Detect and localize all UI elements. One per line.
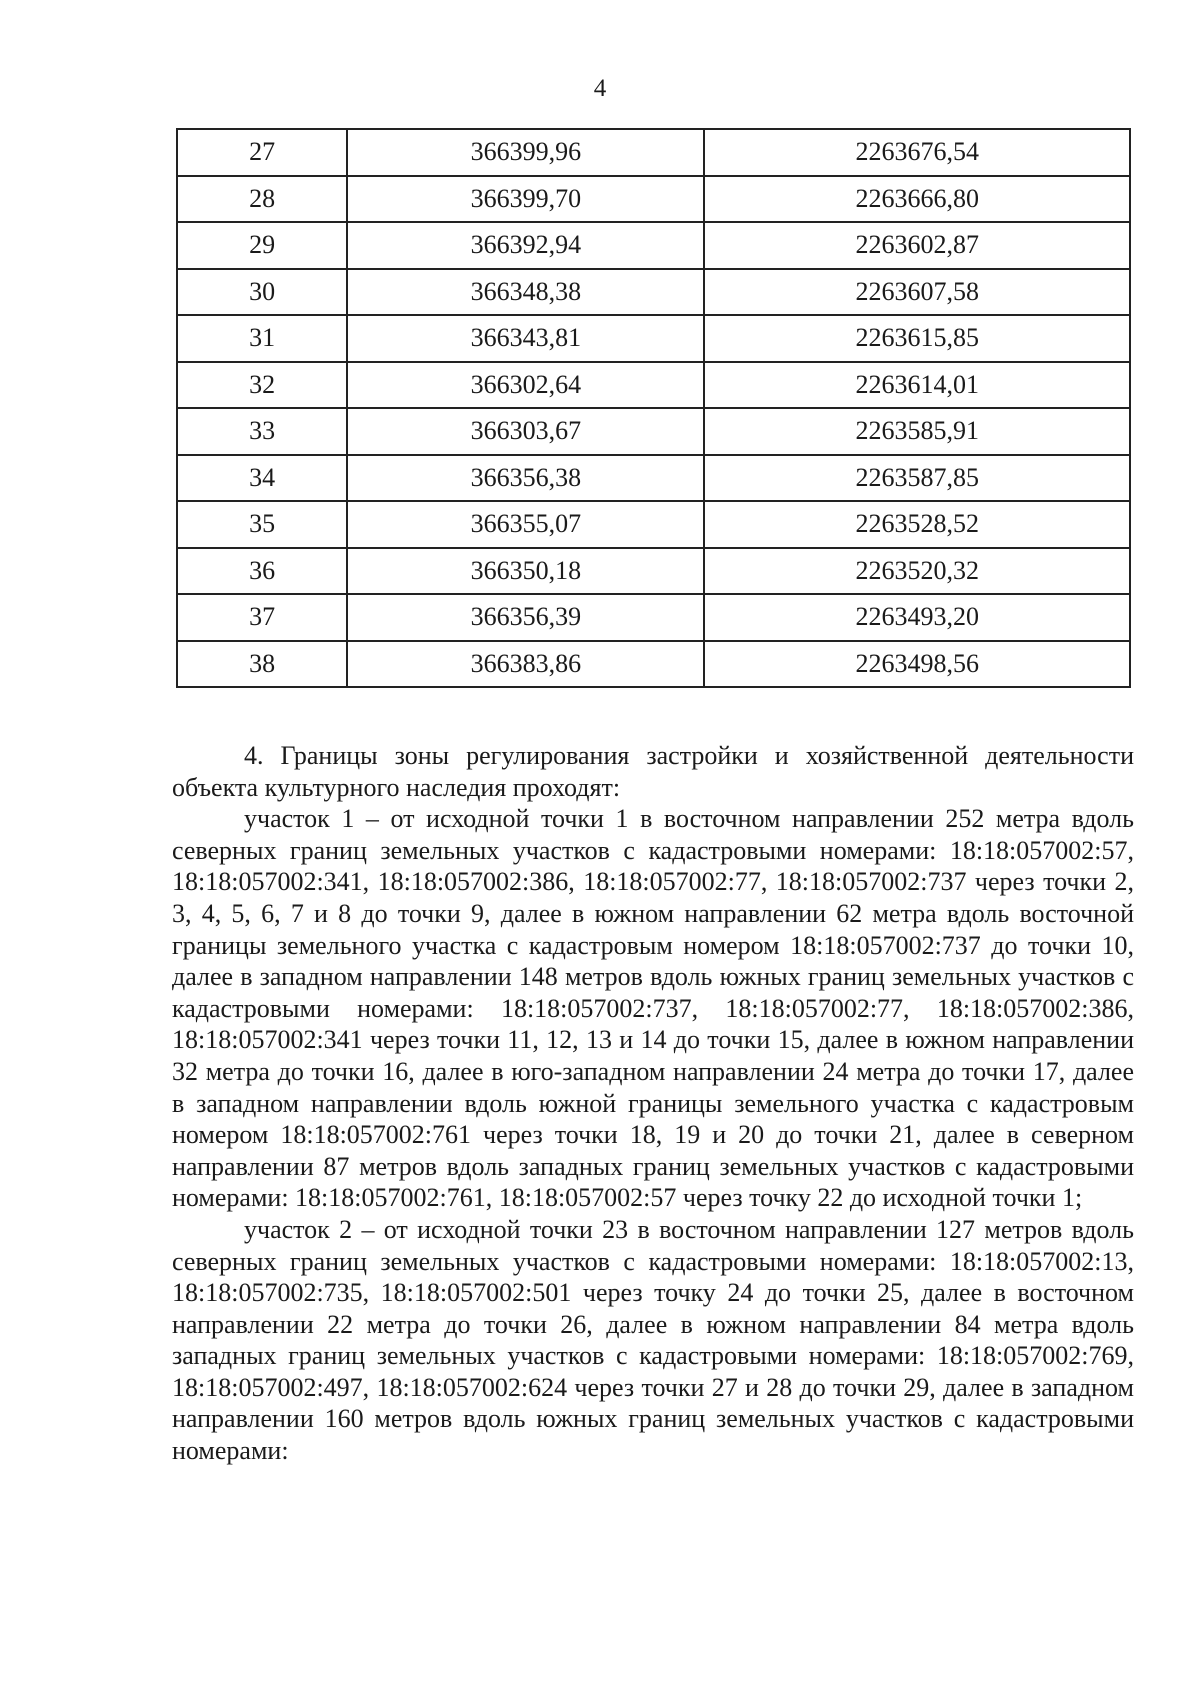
x-coordinate: 366356,39 <box>347 594 704 641</box>
x-coordinate: 366350,18 <box>347 548 704 595</box>
y-coordinate: 2263615,85 <box>704 315 1130 362</box>
y-coordinate: 2263528,52 <box>704 501 1130 548</box>
page-number: 4 <box>593 75 607 102</box>
x-coordinate: 366303,67 <box>347 408 704 455</box>
point-number: 37 <box>177 594 347 641</box>
table-row <box>177 269 1130 316</box>
table-row <box>177 501 1130 548</box>
x-coordinate: 366302,64 <box>347 362 704 409</box>
x-coordinate: 366392,94 <box>347 222 704 269</box>
point-number: 31 <box>177 315 347 362</box>
y-coordinate: 2263602,87 <box>704 222 1130 269</box>
point-number: 35 <box>177 501 347 548</box>
x-coordinate: 366348,38 <box>347 269 704 316</box>
point-number: 33 <box>177 408 347 455</box>
x-coordinate: 366399,96 <box>347 129 704 176</box>
point-number: 30 <box>177 269 347 316</box>
table-row <box>177 222 1130 269</box>
y-coordinate: 2263493,20 <box>704 594 1130 641</box>
x-coordinate: 366343,81 <box>347 315 704 362</box>
point-number: 36 <box>177 548 347 595</box>
body-text <box>172 740 1134 1467</box>
y-coordinate: 2263676,54 <box>704 129 1130 176</box>
table-row <box>177 548 1130 595</box>
paragraph-plot-2: участок 2 – от исходной точки 23 в восточном направлении 127 метров вдоль северных границ земельных участков с кадастровыми номерами: 18:18:057002:13, 18:18:057002:735, 18:18:057002:501 через точку 24 до точки 25, далее в восточном направлении 22 метра до точки 26, далее в южном направлении 84 метра вдоль западных границ земельных участков с кадастровыми номерами: 18:18:057002:769, 18:18:057002:497, 18:18:057002:624 через точки 27 и 28 до точки 29, далее в западном направлении 160 метров вдоль южных границ земельных участков с кадастровыми номерами: <box>172 1214 1134 1466</box>
y-coordinate: 2263498,56 <box>704 641 1130 688</box>
x-coordinate: 366356,38 <box>347 455 704 502</box>
point-number: 34 <box>177 455 347 502</box>
y-coordinate: 2263666,80 <box>704 176 1130 223</box>
y-coordinate: 2263614,01 <box>704 362 1130 409</box>
table-row <box>177 129 1130 176</box>
paragraph-section-4-intro: 4. Границы зоны регулирования застройки и хозяйственной деятельности объекта культурного наследия проходят: <box>172 741 1134 802</box>
coordinates-table <box>176 128 1131 688</box>
y-coordinate: 2263587,85 <box>704 455 1130 502</box>
point-number: 27 <box>177 129 347 176</box>
x-coordinate: 366399,70 <box>347 176 704 223</box>
paragraph-plot-1: участок 1 – от исходной точки 1 в восточном направлении 252 метра вдоль северных границ земельных участков с кадастровыми номерами: 18:18:057002:57, 18:18:057002:341, 18:18:057002:386, 18:18:057002:77, 18:18:057002:737 через точки 2, 3, 4, 5, 6, 7 и 8 до точки 9, далее в южном направлении 62 метра вдоль восточной границы земельного участка с кадастровым номером 18:18:057002:737 до точки 10, далее в западном направлении 148 метров вдоль южных границ земельных участков с кадастровыми номерами: 18:18:057002:737, 18:18:057002:77, 18:18:057002:386, 18:18:057002:341 через точки 11, 12, 13 и 14 до точки 15, далее в южном направлении 32 метра до точки 16, далее в юго-западном направлении 24 метра до точки 17, далее в западном направлении вдоль южной границы земельного участка с кадастровым номером 18:18:057002:761 через точки 18, 19 и 20 до точки 21, далее в северном направлении 87 метров вдоль западных границ земельных участков с кадастровыми номерами: 18:18:057002:761, 18:18:057002:57 через точку 22 до исходной точки 1; <box>172 804 1134 1213</box>
y-coordinate: 2263607,58 <box>704 269 1130 316</box>
table-row <box>177 362 1130 409</box>
y-coordinate: 2263585,91 <box>704 408 1130 455</box>
table-row <box>177 641 1130 688</box>
point-number: 38 <box>177 641 347 688</box>
y-coordinate: 2263520,32 <box>704 548 1130 595</box>
table-row <box>177 176 1130 223</box>
x-coordinate: 366355,07 <box>347 501 704 548</box>
table-row <box>177 594 1130 641</box>
table-row <box>177 455 1130 502</box>
table-row <box>177 315 1130 362</box>
point-number: 32 <box>177 362 347 409</box>
point-number: 28 <box>177 176 347 223</box>
point-number: 29 <box>177 222 347 269</box>
table-row <box>177 408 1130 455</box>
x-coordinate: 366383,86 <box>347 641 704 688</box>
